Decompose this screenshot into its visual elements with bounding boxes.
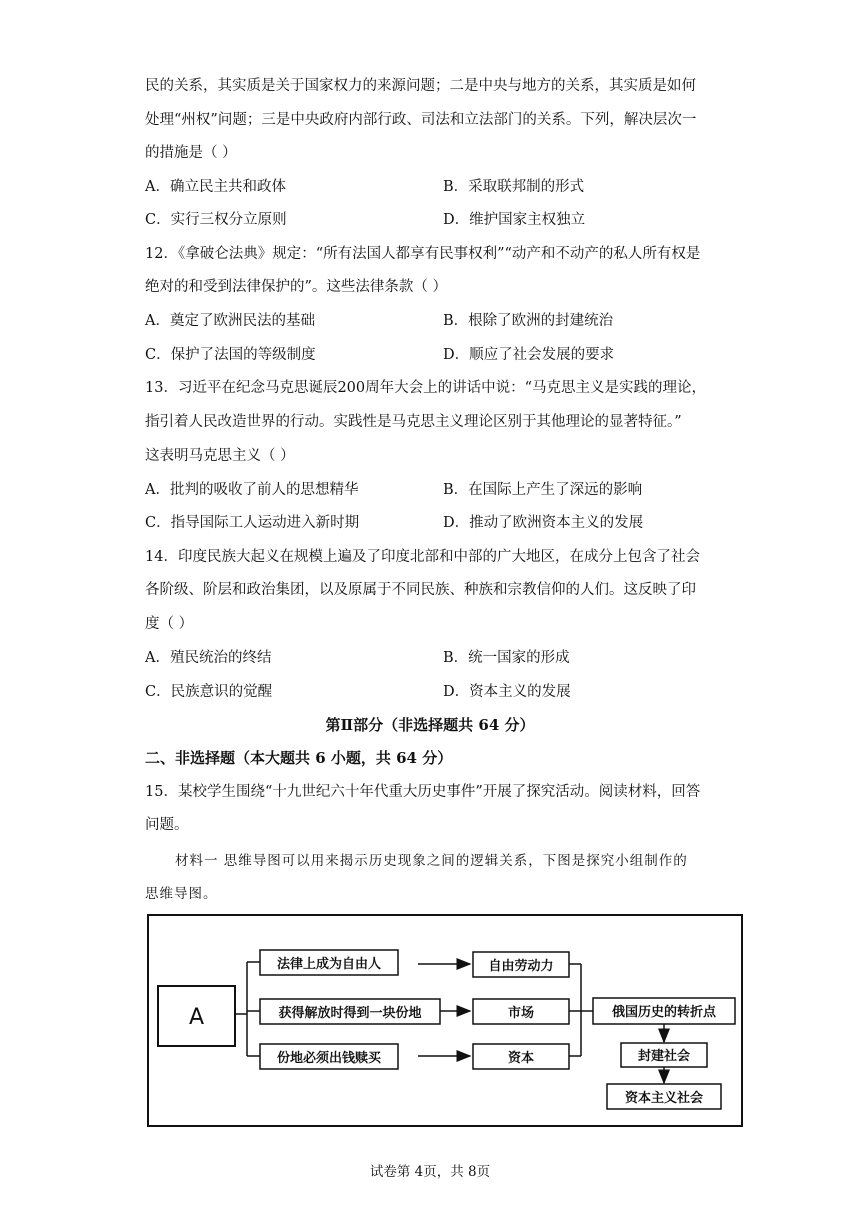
q12-option-b[interactable]: B．根除了欧洲的封建统治: [443, 313, 614, 329]
q13-line-2: 指引着人民改造世界的行动。实践性是马克思主义理论区别于其他理论的显著特征。”: [145, 414, 682, 430]
cause-label-1: 法律上成为自由人: [276, 957, 382, 972]
q13-line-3: 这表明马克思主义（ ）: [145, 448, 295, 464]
q11-line-2: 处理“州权”问题；三是中央政府内部行政、司法和立法部门的关系。下列，解决层次一: [145, 112, 697, 128]
q12-option-c[interactable]: C．保护了法国的等级制度: [145, 347, 316, 363]
page-footer: 试卷第 4页，共 8页: [369, 1164, 491, 1180]
material1-line-1: 材料一 思维导图可以用来揭示历史现象之间的逻辑关系，下图是探究小组制作的: [175, 853, 688, 869]
part2-title: 第Ⅱ部分（非选择题共 64 分）: [325, 716, 535, 734]
q12-option-d[interactable]: D．顺应了社会发展的要求: [443, 347, 615, 363]
q14-line-3: 度（ ）: [145, 616, 194, 632]
q11-option-a[interactable]: A．确立民主共和政体: [145, 179, 286, 195]
q12-line-2: 绝对的和受到法律保护的”。这些法律条款（ ）: [145, 279, 448, 295]
cause-label-2: 获得解放时得到一块份地: [278, 1006, 422, 1021]
root-label: A: [188, 1005, 205, 1030]
q13-option-a[interactable]: A．批判的吸收了前人的思想精华: [145, 482, 359, 498]
q14-line-2: 各阶级、阶层和政治集团，以及原属于不同民族、种族和宗教信仰的人们。这反映了印: [145, 582, 696, 598]
q11-option-c[interactable]: C．实行三权分立原则: [145, 212, 287, 228]
result-label-3: 资本: [507, 1051, 535, 1066]
q12-option-a[interactable]: A．奠定了欧洲民法的基础: [145, 313, 315, 329]
result-label-2: 市场: [507, 1006, 535, 1021]
section2-title: 二、非选择题（本大题共 6 小题，共 64 分）: [145, 749, 453, 767]
capitalist-society-label: 资本主义社会: [624, 1091, 704, 1106]
q11-option-d[interactable]: D．维护国家主权独立: [443, 212, 586, 228]
q14-option-b[interactable]: B．统一国家的形成: [443, 650, 570, 666]
q13-option-d[interactable]: D．推动了欧洲资本主义的发展: [443, 515, 644, 531]
q14-option-d[interactable]: D．资本主义的发展: [443, 684, 571, 700]
q15-line-2: 问题。: [145, 817, 189, 833]
material1-line-2: 思维导图。: [145, 886, 218, 902]
q13-option-b[interactable]: B．在国际上产生了深远的影响: [443, 482, 643, 498]
q14-option-c[interactable]: C．民族意识的觉醒: [145, 684, 273, 700]
result-label-1: 自由劳动力: [488, 959, 554, 974]
q11-line-1: 民的关系，其实质是关于国家权力的来源问题；二是中央与地方的关系，其实质是如何: [145, 78, 696, 94]
q11-line-3: 的措施是（ ）: [145, 145, 237, 161]
q11-option-b[interactable]: B．采取联邦制的形式: [443, 179, 585, 195]
q14-option-a[interactable]: A．殖民统治的终结: [145, 650, 272, 666]
feudal-society-label: 封建社会: [637, 1049, 691, 1064]
q13-option-c[interactable]: C．指导国际工人运动进入新时期: [145, 515, 360, 531]
q13-line-1: 13．习近平在纪念马克思诞辰200周年大会上的讲话中说：“马克思主义是实践的理论，: [145, 380, 707, 396]
mind-map-diagram: [147, 914, 743, 1127]
q15-line-1: 15．某校学生围绕“十九世纪六十年代重大历史事件”开展了探究活动。阅读材料，回答: [145, 784, 701, 800]
q12-line-1: 12．《拿破仑法典》规定：“所有法国人都享有民事权利”“动产和不动产的私人所有权是: [145, 246, 701, 262]
q14-line-1: 14．印度民族大起义在规模上遍及了印度北部和中部的广大地区，在成分上包含了社会: [145, 549, 700, 565]
turning-point-label: 俄国历史的转折点: [611, 1005, 717, 1020]
cause-label-3: 份地必须出钱赎买: [276, 1051, 382, 1066]
